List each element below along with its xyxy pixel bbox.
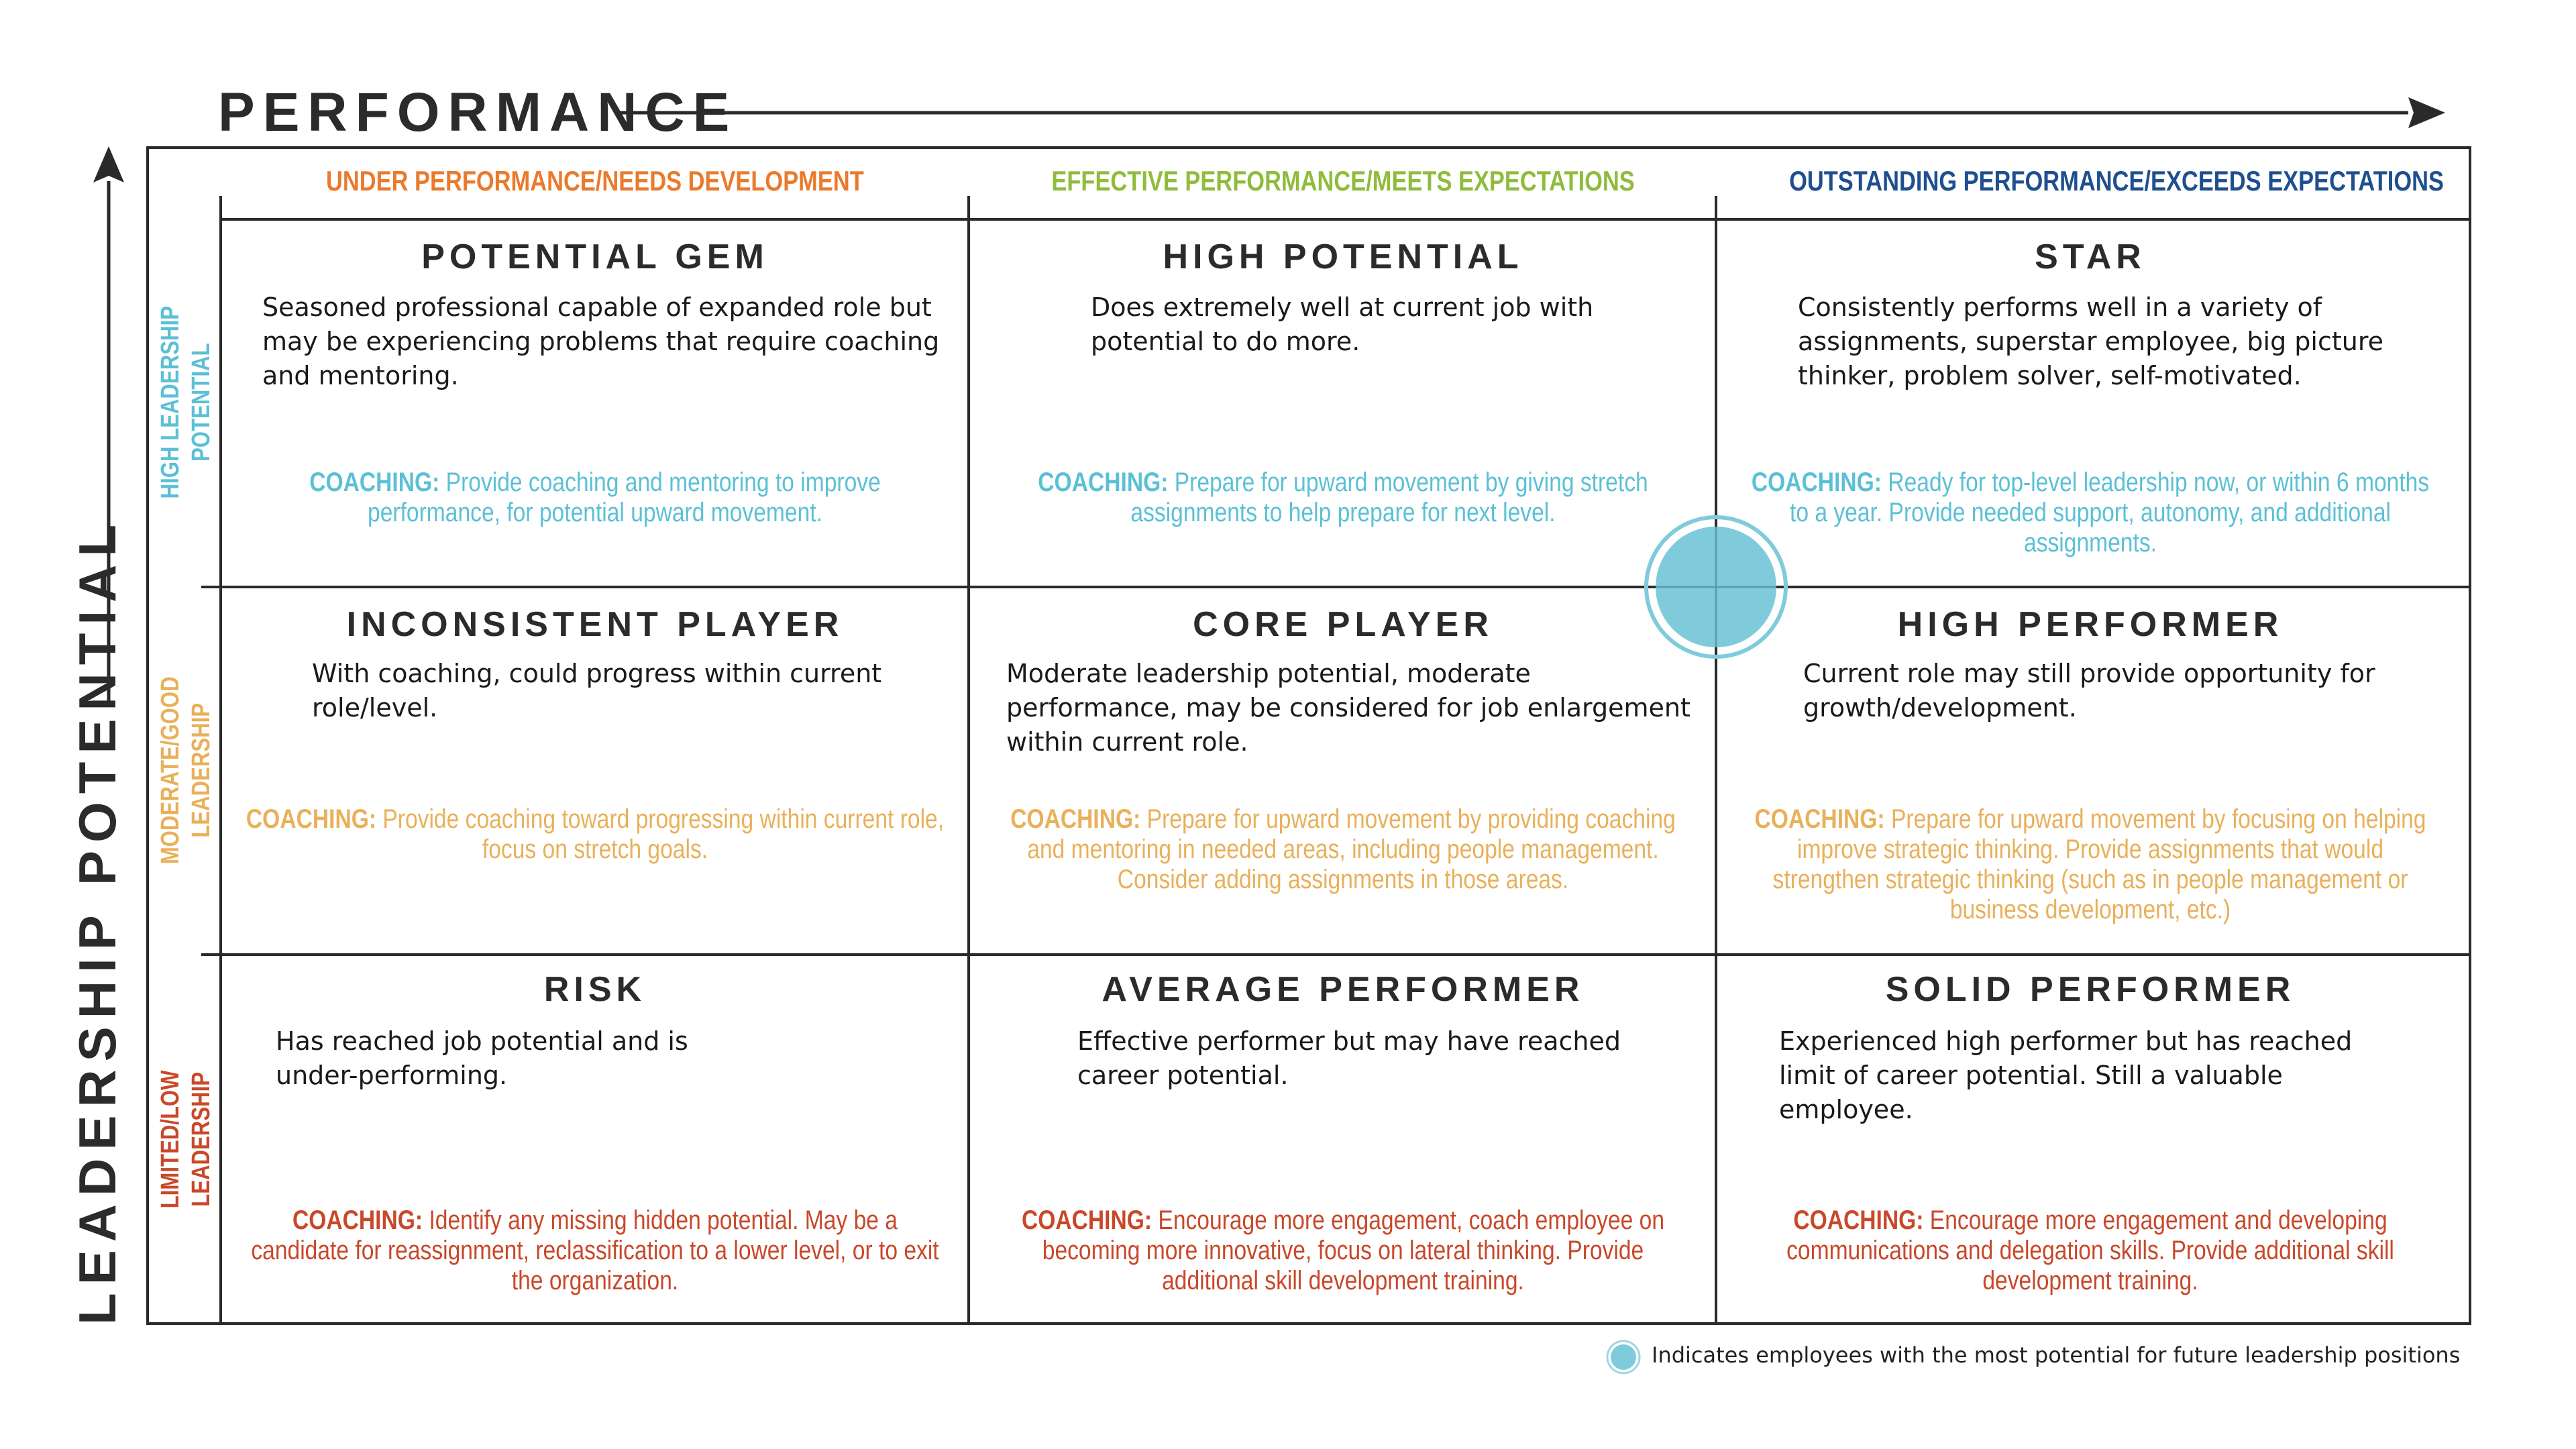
cell-high-potential xyxy=(970,221,1716,586)
cell-coaching: COACHING: Provide coaching toward progressing within current role, focus on stretch goals. xyxy=(246,804,945,864)
cell-description: With coaching, could progress within current role/level. xyxy=(312,659,882,722)
performance-arrow-head xyxy=(2408,97,2445,128)
cell-description: Effective performer but may have reached career potential. xyxy=(1077,1026,1621,1090)
column-header-effective: EFFECTIVE PERFORMANCE/MEETS EXPECTATIONS xyxy=(1051,165,1635,197)
row-label-high: HIGH LEADERSHIP POTENTIAL xyxy=(156,306,215,499)
cell-coaching: COACHING: Encourage more engagement and developing communications and delegation skills. Provide additional skill development training. xyxy=(1786,1205,2394,1295)
cell-risk xyxy=(222,956,968,1322)
cell-star xyxy=(1717,221,2463,586)
leadership-arrow-head xyxy=(93,146,124,182)
legend-marker-icon xyxy=(1605,1339,1642,1375)
cell-title: HIGH PERFORMER xyxy=(1897,605,2284,644)
cell-description: Experienced high performer but has reached limit of career potential. Still a valuable employee. xyxy=(1779,1026,2353,1124)
cell-description: Has reached job potential and is under-performing. xyxy=(276,1026,688,1090)
cell-core-player xyxy=(970,588,1716,953)
cell-title: INCONSISTENT PLAYER xyxy=(346,605,844,644)
cell-description: Does extremely well at current job with potential to do more. xyxy=(1091,292,1594,356)
cell-coaching: COACHING: Provide coaching and mentoring to improve performance, for potential upward movement. xyxy=(309,468,881,527)
top-potential-marker xyxy=(1642,513,1790,661)
cell-potential-gem xyxy=(222,221,968,586)
frame-bottom xyxy=(146,1322,2471,1325)
cell-title: CORE PLAYER xyxy=(1193,605,1493,644)
cell-title: STAR xyxy=(2035,237,2146,276)
performance-axis-title: PERFORMANCE xyxy=(218,82,738,143)
row-label-moderate: MODERATE/GOOD LEADERSHIP xyxy=(156,676,215,864)
cell-average-performer xyxy=(970,956,1716,1322)
cell-coaching: COACHING: Prepare for upward movement by providing coaching and mentoring in needed areas, including people management. Consider adding assignments in those areas. xyxy=(1010,804,1676,894)
cell-description: Seasoned professional capable of expanded role but may be experiencing problems that require coaching and mentoring. xyxy=(262,292,940,390)
row-label-limited: LIMITED/LOW LEADERSHIP xyxy=(156,1070,215,1208)
cell-description: Current role may still provide opportunity for growth/development. xyxy=(1803,659,2375,722)
frame-right xyxy=(2469,146,2471,1325)
cell-title: HIGH POTENTIAL xyxy=(1163,237,1523,276)
frame-top xyxy=(146,146,2471,149)
cell-title: POTENTIAL GEM xyxy=(421,237,769,276)
cell-description: Moderate leadership potential, moderate performance, may be considered for job enlargement within current role. xyxy=(1006,659,1690,757)
cell-coaching: COACHING: Ready for top-level leadership now, or within 6 months to a year. Provide needed support, autonomy, and additional assignments. xyxy=(1751,468,2430,557)
cell-coaching: COACHING: Prepare for upward movement by focusing on helping improve strategic thinking. Provide assignments that would strengthen strategic thinking (such as in people management or business development, etc.) xyxy=(1754,804,2426,924)
leadership-axis-title: LEADERSHIP POTENTIAL xyxy=(68,517,127,1325)
legend-text: Indicates employees with the most potential for future leadership positions xyxy=(1652,1342,2461,1368)
column-header-under: UNDER PERFORMANCE/NEEDS DEVELOPMENT xyxy=(326,165,864,197)
cell-coaching: COACHING: Encourage more engagement, coach employee on becoming more innovative, focus on lateral thinking. Provide additional skill development training. xyxy=(1021,1205,1665,1295)
cell-title: AVERAGE PERFORMER xyxy=(1102,970,1585,1009)
cell-title: SOLID PERFORMER xyxy=(1885,970,2296,1009)
cell-title: RISK xyxy=(543,970,647,1009)
column-header-outstanding: OUTSTANDING PERFORMANCE/EXCEEDS EXPECTATIONS xyxy=(1789,165,2444,197)
cell-high-performer xyxy=(1717,588,2463,953)
cell-description: Consistently performs well in a variety of assignments, superstar employee, big picture thinker, problem solver, self-motivated. xyxy=(1798,292,2383,390)
cell-coaching: COACHING: Identify any missing hidden potential. May be a candidate for reassignment, reclassification to a lower level, or to exit the organization. xyxy=(251,1205,939,1295)
cell-coaching: COACHING: Prepare for upward movement by giving stretch assignments to help prepare for next level. xyxy=(1038,468,1648,527)
cell-solid-performer xyxy=(1717,956,2463,1322)
cell-inconsistent-player xyxy=(222,588,968,953)
